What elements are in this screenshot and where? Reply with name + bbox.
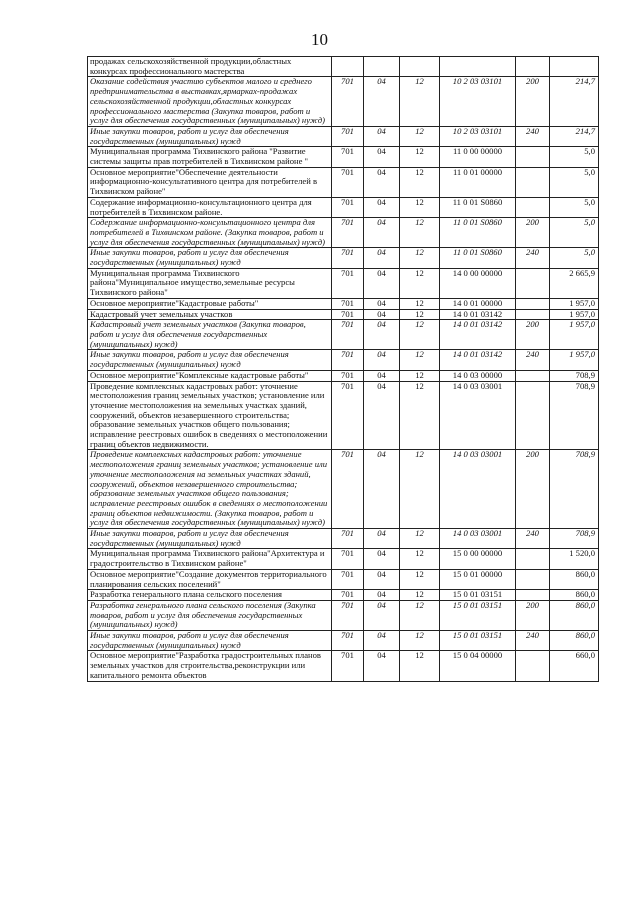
section-code-cell: 04 bbox=[364, 248, 400, 268]
table-row bbox=[88, 381, 599, 450]
expense-type-cell: 240 bbox=[516, 248, 550, 268]
department-code-cell: 701 bbox=[332, 320, 364, 350]
target-article-cell: 11 0 01 S0860 bbox=[440, 248, 516, 268]
amount-cell: 860,0 bbox=[550, 590, 599, 601]
subsection-code-cell: 12 bbox=[400, 569, 440, 589]
table-row bbox=[88, 631, 599, 651]
row-name-cell: Муниципальная программа Тихвинского района "Развитие системы защиты прав потребителей в Тихвинском районе " bbox=[88, 147, 332, 167]
subsection-code-cell: 12 bbox=[400, 77, 440, 127]
budget-table bbox=[87, 56, 599, 682]
table-row bbox=[88, 309, 599, 320]
expense-type-cell: 200 bbox=[516, 218, 550, 248]
subsection-code-cell: 12 bbox=[400, 350, 440, 370]
row-name-cell: продажах сельскохозяйственной продукции,областных конкурсах профессионального мастерства bbox=[88, 57, 332, 77]
target-article-cell bbox=[440, 57, 516, 77]
row-name-cell: Разработка генерального плана сельского поселения bbox=[88, 590, 332, 601]
target-article-cell: 11 0 01 S0860 bbox=[440, 197, 516, 217]
section-code-cell: 04 bbox=[364, 197, 400, 217]
expense-type-cell bbox=[516, 147, 550, 167]
section-code-cell: 04 bbox=[364, 569, 400, 589]
row-name-cell: Муниципальная программа Тихвинского района"Архитектура и градостроительство в Тихвинском районе" bbox=[88, 549, 332, 569]
target-article-cell: 15 0 01 03151 bbox=[440, 600, 516, 630]
table-row bbox=[88, 590, 599, 601]
department-code-cell: 701 bbox=[332, 218, 364, 248]
amount-cell: 860,0 bbox=[550, 631, 599, 651]
expense-type-cell: 240 bbox=[516, 350, 550, 370]
table-row bbox=[88, 167, 599, 197]
page-number: 10 bbox=[311, 30, 328, 49]
section-code-cell: 04 bbox=[364, 167, 400, 197]
target-article-cell: 14 0 01 03142 bbox=[440, 350, 516, 370]
subsection-code-cell: 12 bbox=[400, 167, 440, 197]
expense-type-cell: 240 bbox=[516, 631, 550, 651]
expense-type-cell bbox=[516, 549, 550, 569]
amount-cell: 708,9 bbox=[550, 370, 599, 381]
target-article-cell: 14 0 03 00000 bbox=[440, 370, 516, 381]
table-row bbox=[88, 549, 599, 569]
target-article-cell: 15 0 01 03151 bbox=[440, 631, 516, 651]
row-name-cell: Оказание содействия участию субъектов малого и среднего предпринимательства в выставках,ярмарках-продажах сельскохозяйственной продукции,областных конкурсах профессионального мастерства (Закупка товаров, работ и услуг для обеспечения государственных (муниципальных) нужд) bbox=[88, 77, 332, 127]
section-code-cell: 04 bbox=[364, 320, 400, 350]
row-name-cell: Муниципальная программа Тихвинского района"Муниципальное имущество,земельные ресурсы Тихвинского района" bbox=[88, 268, 332, 298]
row-name-cell: Иные закупки товаров, работ и услуг для обеспечения государственных (муниципальных) нужд bbox=[88, 248, 332, 268]
expense-type-cell bbox=[516, 197, 550, 217]
subsection-code-cell: 12 bbox=[400, 248, 440, 268]
section-code-cell: 04 bbox=[364, 631, 400, 651]
department-code-cell: 701 bbox=[332, 268, 364, 298]
row-name-cell: Основное мероприятие"Обеспечение деятельности информационно-консультативного центра для потребителей в Тихвинском районе" bbox=[88, 167, 332, 197]
department-code-cell: 701 bbox=[332, 549, 364, 569]
amount-cell: 1 520,0 bbox=[550, 549, 599, 569]
amount-cell: 214,7 bbox=[550, 77, 599, 127]
subsection-code-cell: 12 bbox=[400, 381, 440, 450]
subsection-code-cell: 12 bbox=[400, 197, 440, 217]
expense-type-cell: 200 bbox=[516, 600, 550, 630]
subsection-code-cell: 12 bbox=[400, 590, 440, 601]
target-article-cell: 14 0 03 03001 bbox=[440, 381, 516, 450]
table-row bbox=[88, 370, 599, 381]
section-code-cell: 04 bbox=[364, 77, 400, 127]
target-article-cell: 14 0 03 03001 bbox=[440, 450, 516, 529]
target-article-cell: 10 2 03 03101 bbox=[440, 77, 516, 127]
amount-cell: 1 957,0 bbox=[550, 298, 599, 309]
amount-cell: 5,0 bbox=[550, 218, 599, 248]
row-name-cell: Иные закупки товаров, работ и услуг для обеспечения государственных (муниципальных) нужд bbox=[88, 529, 332, 549]
department-code-cell bbox=[332, 57, 364, 77]
department-code-cell: 701 bbox=[332, 167, 364, 197]
expense-type-cell: 240 bbox=[516, 126, 550, 146]
row-name-cell: Иные закупки товаров, работ и услуг для обеспечения государственных (муниципальных) нужд bbox=[88, 350, 332, 370]
row-name-cell: Проведение комплексных кадастровых работ: уточнение местоположения границ земельных участков; установление или уточнение местоположения на земельных участках зданий, сооружений, объектов незавершенного строительства; образование земельных участков общего пользования; исправление реестровых ошибок в сведениях о местоположении границ объектов недвижимости. bbox=[88, 381, 332, 450]
target-article-cell: 11 0 01 S0860 bbox=[440, 218, 516, 248]
section-code-cell: 04 bbox=[364, 298, 400, 309]
expense-type-cell: 240 bbox=[516, 529, 550, 549]
subsection-code-cell: 12 bbox=[400, 320, 440, 350]
department-code-cell: 701 bbox=[332, 298, 364, 309]
target-article-cell: 15 0 01 00000 bbox=[440, 569, 516, 589]
section-code-cell: 04 bbox=[364, 651, 400, 681]
table-row bbox=[88, 350, 599, 370]
table-row bbox=[88, 248, 599, 268]
row-name-cell: Содержание информационно-консультационного центра для потребителей в Тихвинском районе. bbox=[88, 197, 332, 217]
expense-type-cell bbox=[516, 381, 550, 450]
section-code-cell: 04 bbox=[364, 381, 400, 450]
expense-type-cell bbox=[516, 298, 550, 309]
target-article-cell: 14 0 00 00000 bbox=[440, 268, 516, 298]
row-name-cell: Кадастровый учет земельных участков bbox=[88, 309, 332, 320]
section-code-cell: 04 bbox=[364, 549, 400, 569]
section-code-cell: 04 bbox=[364, 370, 400, 381]
target-article-cell: 11 0 01 00000 bbox=[440, 167, 516, 197]
amount-cell: 5,0 bbox=[550, 147, 599, 167]
department-code-cell: 701 bbox=[332, 529, 364, 549]
row-name-cell: Основное мероприятие"Создание документов территориального планирования сельских поселений" bbox=[88, 569, 332, 589]
amount-cell: 1 957,0 bbox=[550, 320, 599, 350]
amount-cell: 860,0 bbox=[550, 569, 599, 589]
target-article-cell: 14 0 03 03001 bbox=[440, 529, 516, 549]
row-name-cell: Содержание информационно-консультационного центра для потребителей в Тихвинском районе. (Закупка товаров, работ и услуг для обеспечения государственных (муниципальных) нужд) bbox=[88, 218, 332, 248]
target-article-cell: 14 0 01 00000 bbox=[440, 298, 516, 309]
section-code-cell: 04 bbox=[364, 450, 400, 529]
target-article-cell: 11 0 00 00000 bbox=[440, 147, 516, 167]
section-code-cell: 04 bbox=[364, 126, 400, 146]
expense-type-cell bbox=[516, 569, 550, 589]
subsection-code-cell: 12 bbox=[400, 631, 440, 651]
department-code-cell: 701 bbox=[332, 197, 364, 217]
table-row bbox=[88, 147, 599, 167]
target-article-cell: 14 0 01 03142 bbox=[440, 320, 516, 350]
section-code-cell: 04 bbox=[364, 147, 400, 167]
expense-type-cell bbox=[516, 268, 550, 298]
table-row bbox=[88, 197, 599, 217]
amount-cell: 5,0 bbox=[550, 197, 599, 217]
department-code-cell: 701 bbox=[332, 370, 364, 381]
table-row bbox=[88, 298, 599, 309]
expense-type-cell bbox=[516, 370, 550, 381]
amount-cell: 1 957,0 bbox=[550, 350, 599, 370]
subsection-code-cell: 12 bbox=[400, 268, 440, 298]
department-code-cell: 701 bbox=[332, 450, 364, 529]
department-code-cell: 701 bbox=[332, 651, 364, 681]
row-name-cell: Разработка генерального плана сельского поселения (Закупка товаров, работ и услуг для обеспечения государственных (муниципальных) нужд) bbox=[88, 600, 332, 630]
subsection-code-cell: 12 bbox=[400, 147, 440, 167]
subsection-code-cell: 12 bbox=[400, 450, 440, 529]
expense-type-cell: 200 bbox=[516, 450, 550, 529]
section-code-cell: 04 bbox=[364, 218, 400, 248]
amount-cell: 5,0 bbox=[550, 167, 599, 197]
table-row bbox=[88, 450, 599, 529]
section-code-cell: 04 bbox=[364, 590, 400, 601]
expense-type-cell bbox=[516, 651, 550, 681]
table-row bbox=[88, 529, 599, 549]
row-name-cell: Основное мероприятие"Комплексные кадастровые работы" bbox=[88, 370, 332, 381]
expense-type-cell: 200 bbox=[516, 77, 550, 127]
subsection-code-cell: 12 bbox=[400, 651, 440, 681]
section-code-cell: 04 bbox=[364, 600, 400, 630]
row-name-cell: Иные закупки товаров, работ и услуг для обеспечения государственных (муниципальных) нужд bbox=[88, 126, 332, 146]
section-code-cell: 04 bbox=[364, 350, 400, 370]
table-row bbox=[88, 77, 599, 127]
table-row bbox=[88, 569, 599, 589]
expense-type-cell: 200 bbox=[516, 320, 550, 350]
department-code-cell: 701 bbox=[332, 600, 364, 630]
amount-cell: 708,9 bbox=[550, 529, 599, 549]
budget-table-body bbox=[88, 57, 599, 682]
subsection-code-cell: 12 bbox=[400, 218, 440, 248]
amount-cell: 660,0 bbox=[550, 651, 599, 681]
section-code-cell: 04 bbox=[364, 309, 400, 320]
department-code-cell: 701 bbox=[332, 381, 364, 450]
table-row bbox=[88, 126, 599, 146]
table-row bbox=[88, 320, 599, 350]
department-code-cell: 701 bbox=[332, 248, 364, 268]
target-article-cell: 15 0 04 00000 bbox=[440, 651, 516, 681]
expense-type-cell bbox=[516, 57, 550, 77]
expense-type-cell bbox=[516, 309, 550, 320]
department-code-cell: 701 bbox=[332, 631, 364, 651]
row-name-cell: Иные закупки товаров, работ и услуг для обеспечения государственных (муниципальных) нужд bbox=[88, 631, 332, 651]
subsection-code-cell: 12 bbox=[400, 309, 440, 320]
table-row bbox=[88, 218, 599, 248]
target-article-cell: 15 0 00 00000 bbox=[440, 549, 516, 569]
target-article-cell: 10 2 03 03101 bbox=[440, 126, 516, 146]
table-row bbox=[88, 651, 599, 681]
row-name-cell: Основное мероприятие"Разработка градостроительных планов земельных участков для строительства,реконструкции или капитального ремонта объектов bbox=[88, 651, 332, 681]
amount-cell: 2 665,9 bbox=[550, 268, 599, 298]
section-code-cell: 04 bbox=[364, 268, 400, 298]
amount-cell: 860,0 bbox=[550, 600, 599, 630]
section-code-cell bbox=[364, 57, 400, 77]
row-name-cell: Кадастровый учет земельных участков (Закупка товаров, работ и услуг для обеспечения государственных (муниципальных) нужд) bbox=[88, 320, 332, 350]
amount-cell bbox=[550, 57, 599, 77]
row-name-cell: Основное мероприятие"Кадастровые работы" bbox=[88, 298, 332, 309]
amount-cell: 708,9 bbox=[550, 381, 599, 450]
section-code-cell: 04 bbox=[364, 529, 400, 549]
target-article-cell: 14 0 01 03142 bbox=[440, 309, 516, 320]
department-code-cell: 701 bbox=[332, 77, 364, 127]
subsection-code-cell: 12 bbox=[400, 298, 440, 309]
subsection-code-cell: 12 bbox=[400, 529, 440, 549]
table-row bbox=[88, 268, 599, 298]
expense-type-cell bbox=[516, 590, 550, 601]
subsection-code-cell: 12 bbox=[400, 600, 440, 630]
department-code-cell: 701 bbox=[332, 126, 364, 146]
department-code-cell: 701 bbox=[332, 569, 364, 589]
amount-cell: 1 957,0 bbox=[550, 309, 599, 320]
amount-cell: 214,7 bbox=[550, 126, 599, 146]
target-article-cell: 15 0 01 03151 bbox=[440, 590, 516, 601]
department-code-cell: 701 bbox=[332, 350, 364, 370]
department-code-cell: 701 bbox=[332, 590, 364, 601]
subsection-code-cell bbox=[400, 57, 440, 77]
subsection-code-cell: 12 bbox=[400, 549, 440, 569]
subsection-code-cell: 12 bbox=[400, 370, 440, 381]
subsection-code-cell: 12 bbox=[400, 126, 440, 146]
department-code-cell: 701 bbox=[332, 309, 364, 320]
department-code-cell: 701 bbox=[332, 147, 364, 167]
table-row bbox=[88, 600, 599, 630]
amount-cell: 5,0 bbox=[550, 248, 599, 268]
amount-cell: 708,9 bbox=[550, 450, 599, 529]
expense-type-cell bbox=[516, 167, 550, 197]
row-name-cell: Проведение комплексных кадастровых работ: уточнение местоположения границ земельных участков; установление или уточнение местоположения на земельных участках зданий, сооружений, объектов незавершенного строительства; образование земельных участков общего пользования; исправление реестровых ошибок в сведениях о местоположении границ объектов недвижимости. (Закупка товаров, работ и услуг для обеспечения государственных (муниципальных) нужд) bbox=[88, 450, 332, 529]
table-row bbox=[88, 57, 599, 77]
